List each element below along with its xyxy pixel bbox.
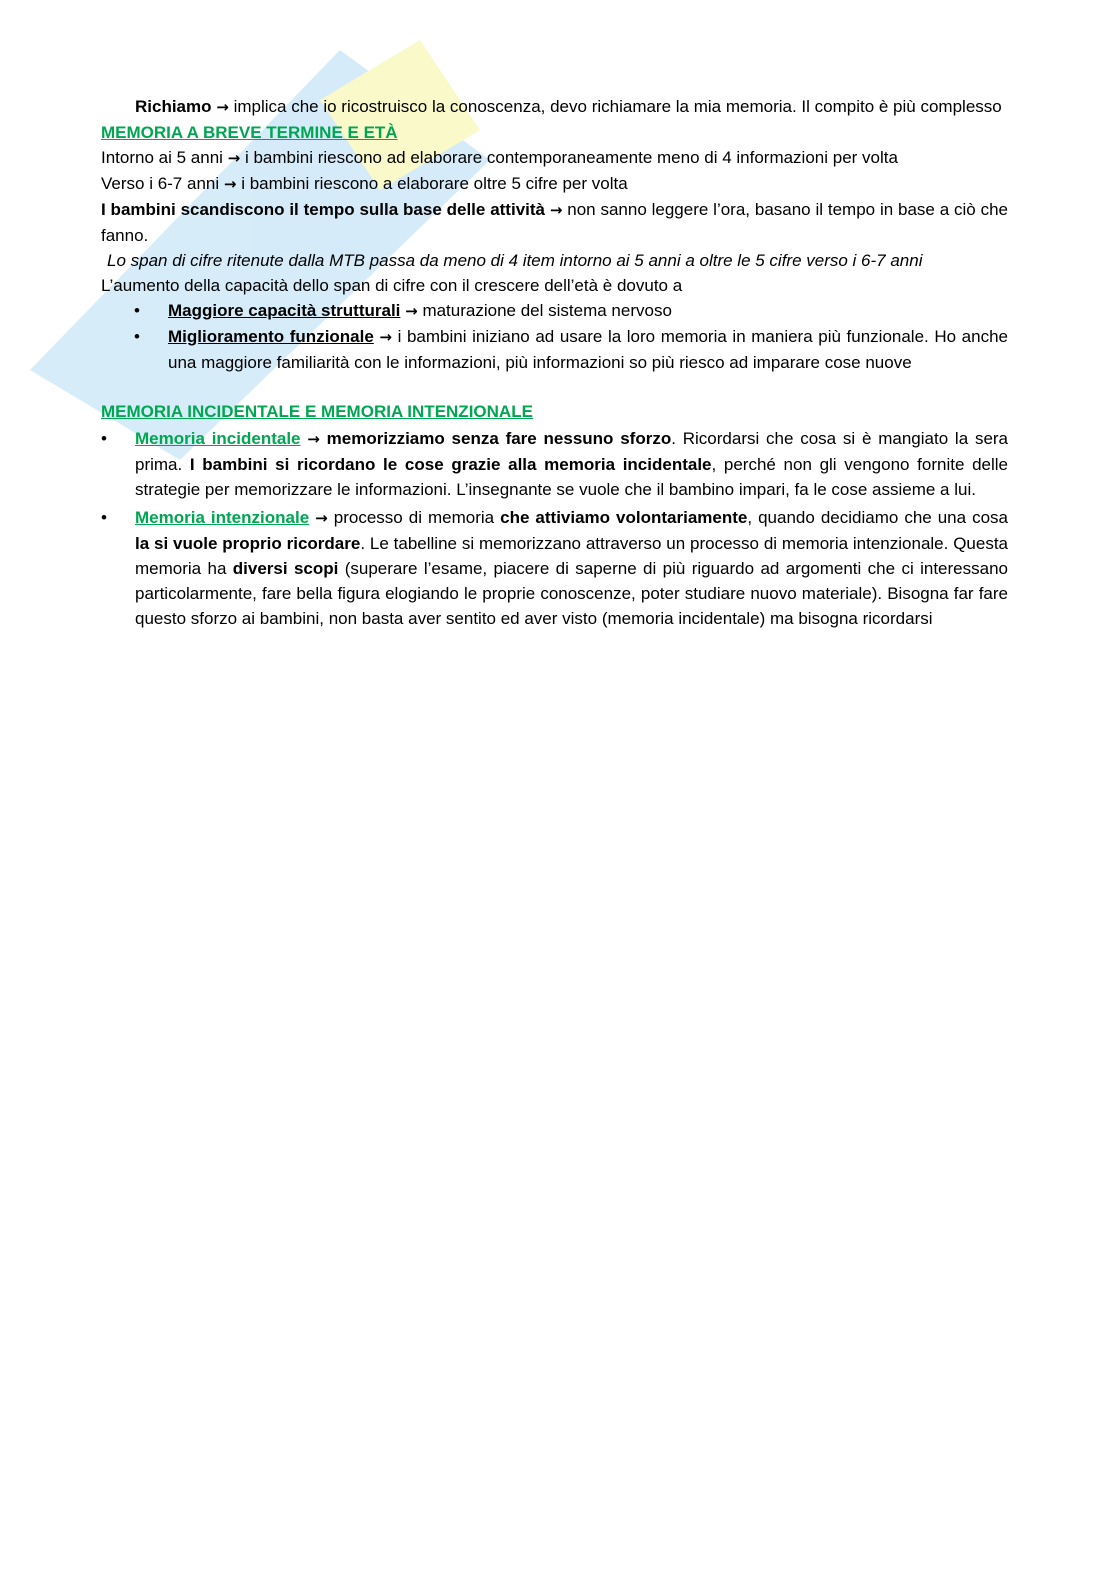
list-item (101, 298, 1008, 324)
line-6-7-anni-label: Verso i 6-7 anni (101, 174, 220, 193)
bold-text: diversi scopi (232, 559, 339, 578)
body-text: . Le tabelline si memorizzano attraverso un processo di memoria intenzionale. Questa memoria ha (135, 534, 1009, 578)
arrow-right-icon: → (223, 175, 237, 193)
bold-text: che attiviamo volontariamente (500, 508, 748, 527)
term-memoria-intenzionale: Memoria intenzionale (135, 508, 310, 527)
richiamo-term: Richiamo (135, 97, 212, 116)
bold-text: memorizziamo senza fare nessuno sforzo (326, 429, 672, 448)
body-text: , quando decidiamo che una cosa (747, 508, 1009, 527)
line-5-anni-text: i bambini riescono ad elaborare contemporaneamente meno di 4 informazioni per volta (244, 148, 898, 167)
bullet-icon: • (134, 301, 140, 320)
body-text: (superare l’esame, piacere di saperne di più riguardo ad argomenti che ci interessano particolarmente, fare bella figura elogiando le proprie conoscenze, poter studiare nuovo materiale). Bisogna far fare questo sforzo ai bambini, non basta aver sentito ed aver visto (memoria incidentale) ma bisogna ricordarsi (135, 559, 1008, 628)
list-item (101, 324, 1008, 375)
bold-text: I bambini si ricordano le cose grazie alla memoria incidentale (189, 455, 712, 474)
line-5-anni-label: Intorno ai 5 anni (101, 148, 223, 167)
document-page (101, 94, 1008, 634)
bullet-icon: • (101, 508, 107, 527)
bullet-icon: • (134, 327, 140, 346)
section-heading-incidentale: MEMORIA INCIDENTALE E MEMORIA INTENZIONALE (101, 402, 533, 421)
line-6-7-anni (101, 171, 1008, 197)
arrow-right-icon: → (216, 98, 229, 116)
term-memoria-incidentale: Memoria incidentale (135, 429, 301, 448)
line-5-anni (101, 145, 1008, 171)
bullet-icon: • (101, 429, 107, 448)
line-tempo-bold: I bambini scandiscono il tempo sulla base delle attività (101, 200, 545, 219)
arrow-right-icon: → (307, 430, 320, 448)
line-tempo (101, 197, 1008, 248)
arrow-right-icon: → (549, 201, 563, 219)
bullet-text: i bambini iniziano ad usare la loro memoria in maniera più funzionale. Ho anche una maggiore familiarità con le informazioni, più informazioni so più riesco ad imparare cose nuove (168, 327, 1008, 372)
bullet-term: Miglioramento funzionale (168, 327, 374, 346)
bullet-term: Maggiore capacità strutturali (168, 301, 401, 320)
arrow-right-icon: → (379, 328, 392, 346)
line-6-7-anni-text: i bambini riescono a elaborare oltre 5 cifre per volta (241, 174, 628, 193)
arrow-right-icon: → (227, 149, 241, 167)
arrow-right-icon: → (405, 302, 418, 320)
section-heading-breve-termine: MEMORIA A BREVE TERMINE E ETÀ (101, 123, 398, 142)
line-tempo-text: non sanno leggere l’ora, basano il tempo in base a ciò che fanno. (101, 200, 1008, 245)
richiamo-paragraph (101, 94, 1008, 120)
bullet-text: maturazione del sistema nervoso (422, 301, 672, 320)
richiamo-text: implica che io ricostruisco la conoscenza, devo richiamare la mia memoria. Il compito è più complesso (233, 97, 1002, 116)
memory-types-list (101, 426, 1008, 631)
body-text: processo di memoria (333, 508, 495, 527)
list-item (101, 505, 1008, 631)
span-intro: L’aumento della capacità dello span di cifre con il crescere dell’età è dovuto a (101, 276, 683, 295)
list-item (101, 426, 1008, 502)
body-text: , perché non gli vengono fornite delle strategie per memorizzare le informazioni. L’insegnante se vuole che il bambino impari, fa le cose assieme a lui. (135, 455, 1008, 499)
span-causes-list (101, 298, 1008, 375)
italic-note: Lo span di cifre ritenute dalla MTB passa da meno di 4 item intorno ai 5 anni a oltre le 5 cifre verso i 6-7 anni (107, 251, 923, 270)
bold-text: la si vuole proprio ricordare (135, 534, 361, 553)
arrow-right-icon: → (315, 509, 328, 527)
body-text: . Ricordarsi che cosa si è mangiato la sera prima. (135, 429, 1009, 474)
